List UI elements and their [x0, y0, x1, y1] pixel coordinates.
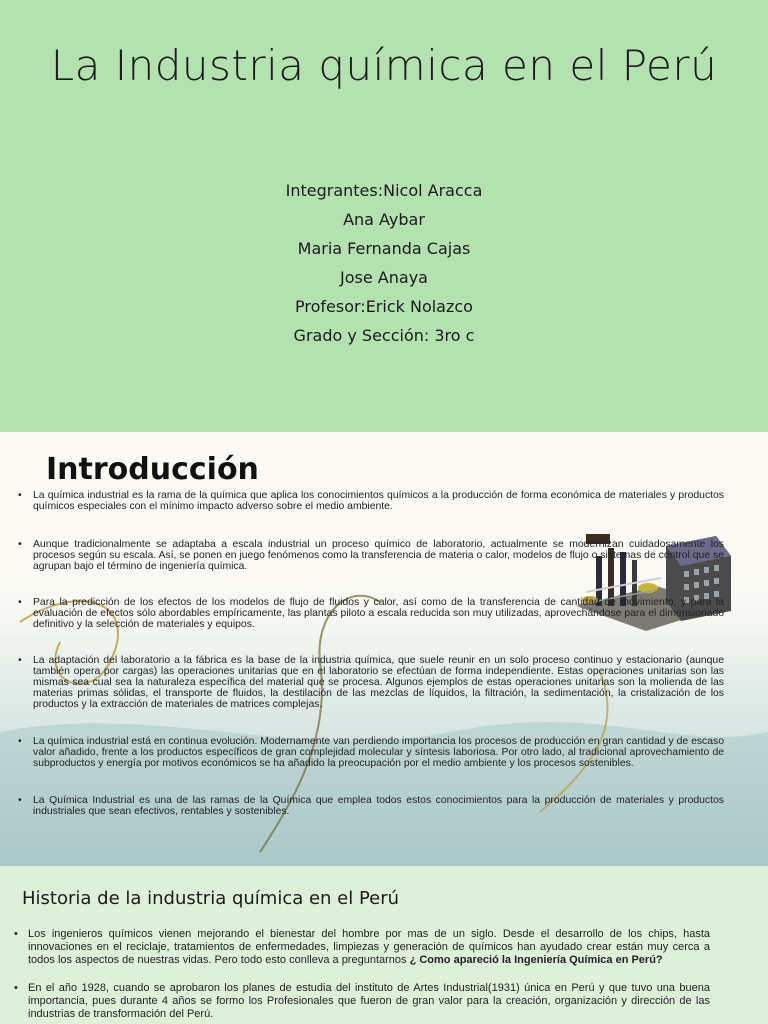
list-item: • La adaptación del laboratorio a la fábrica es la base de la industria química, que suele reunir en un solo proceso continuo y estacionario (aunque también opera por cargas) las operaciones unitarias que en el laboratorio se efectúan de forma independiente. Estas operaciones unitarias son las mismas sea cual sea la naturaleza específica del material que se procesa. Algunos ejemplos de estas operaciones unitarias son la molienda de las materias primas sólidas, el transporte de fluidos, la destilación de las mezclas de líquidos, la filtración, la sedimentación, la cristalización de los productos y la extracción de materiales de matrices complejas. — [18, 655, 724, 710]
member-line: Maria Fernanda Cajas — [297, 239, 471, 258]
list-item: • Para la predicción de los efectos de los modelos de flujo de fluidos y calor, así como de la transferencia de cantidad de movimiento, y para la evaluación de efectos sólo abordables empíricamente, las plantas piloto a escala reducida son muy utilizadas, aprovechándose para el dimensionado definitivo y la selección de materiales y equipos. — [18, 597, 724, 630]
history-bullets — [14, 928, 710, 1024]
introduction-bullets — [18, 490, 724, 817]
bullet-question: ¿ Como apareció la Ingeniería Química en Perú? — [409, 954, 663, 967]
section-heading: Introducción — [46, 452, 259, 487]
slide-title: La Industria química en el Perú — [50, 41, 718, 90]
introduction-slide — [0, 432, 768, 866]
list-item: • Aunque tradicionalmente se adaptaba a escala industrial un proceso químico de laboratorio, actualmente se modernizan cuidadosamente los procesos según su escala. Así, se ponen en juego fenómenos como la transferencia de materia o calor, modelos de flujo o sistemas de control que se agrupan bajo el término de ingeniería química. — [18, 539, 724, 572]
professor-line: Profesor:Erick Nolazco — [295, 297, 473, 316]
list-item — [14, 928, 710, 968]
bullet-text: Los ingenieros químicos vienen mejorando el bienestar del hombre por mas de un siglo. Desde el desarrollo de los chips, hasta innovaciones en el reciclaje, tratamientos de enfermedades, limpiezas y generación de químicos han ayudado crear están muy cerca a todos los aspectos de nuestras vidas. Pero todo esto conlleva a preguntarnos — [28, 928, 710, 967]
member-line: Ana Aybar — [343, 210, 425, 229]
member-line: Integrantes:Nicol Aracca — [285, 181, 483, 200]
members-list — [0, 176, 768, 350]
grade-line: Grado y Sección: 3ro c — [293, 326, 475, 345]
member-line: Jose Anaya — [340, 268, 428, 287]
list-item: • La química industrial es la rama de la química que aplica los conocimientos químicos a la producción de forma económica de materiales y productos químicos especiales con el mínimo impacto adverso sobre el medio ambiente. — [18, 490, 724, 512]
section-heading: Historia de la industria química en el Perú — [22, 888, 400, 909]
list-item: • La Química Industrial es una de las ramas de la Química que emplea todos estos conocimientos para la producción de materiales y productos industriales que sean efectivos, rentables y sostenibles. — [18, 795, 724, 817]
list-item: • La química industrial está en continua evolución. Modernamente van perdiendo importancia los procesos de producción en gran cantidad y de escaso valor añadido, frente a los productos específicos de gran complejidad molecular y síntesis laboriosa. Por otro lado, al tradicional aprovechamiento de subproductos y energía por motivos económicos se ha añadido la preocupación por el medio ambiente y los procesos sostenibles. — [18, 736, 724, 769]
history-slide — [0, 866, 768, 1024]
title-slide — [0, 0, 768, 432]
list-item: • En el año 1928, cuando se aprobaron los planes de estudia del instituto de Artes Industrial(1931) única en Perú y que tuvo una buena importancia, pues durante 4 años se formo los Profesionales que fueron de gran valor para la creación, organización y dirección de las industrias de transformación del Perú. — [14, 982, 710, 1022]
